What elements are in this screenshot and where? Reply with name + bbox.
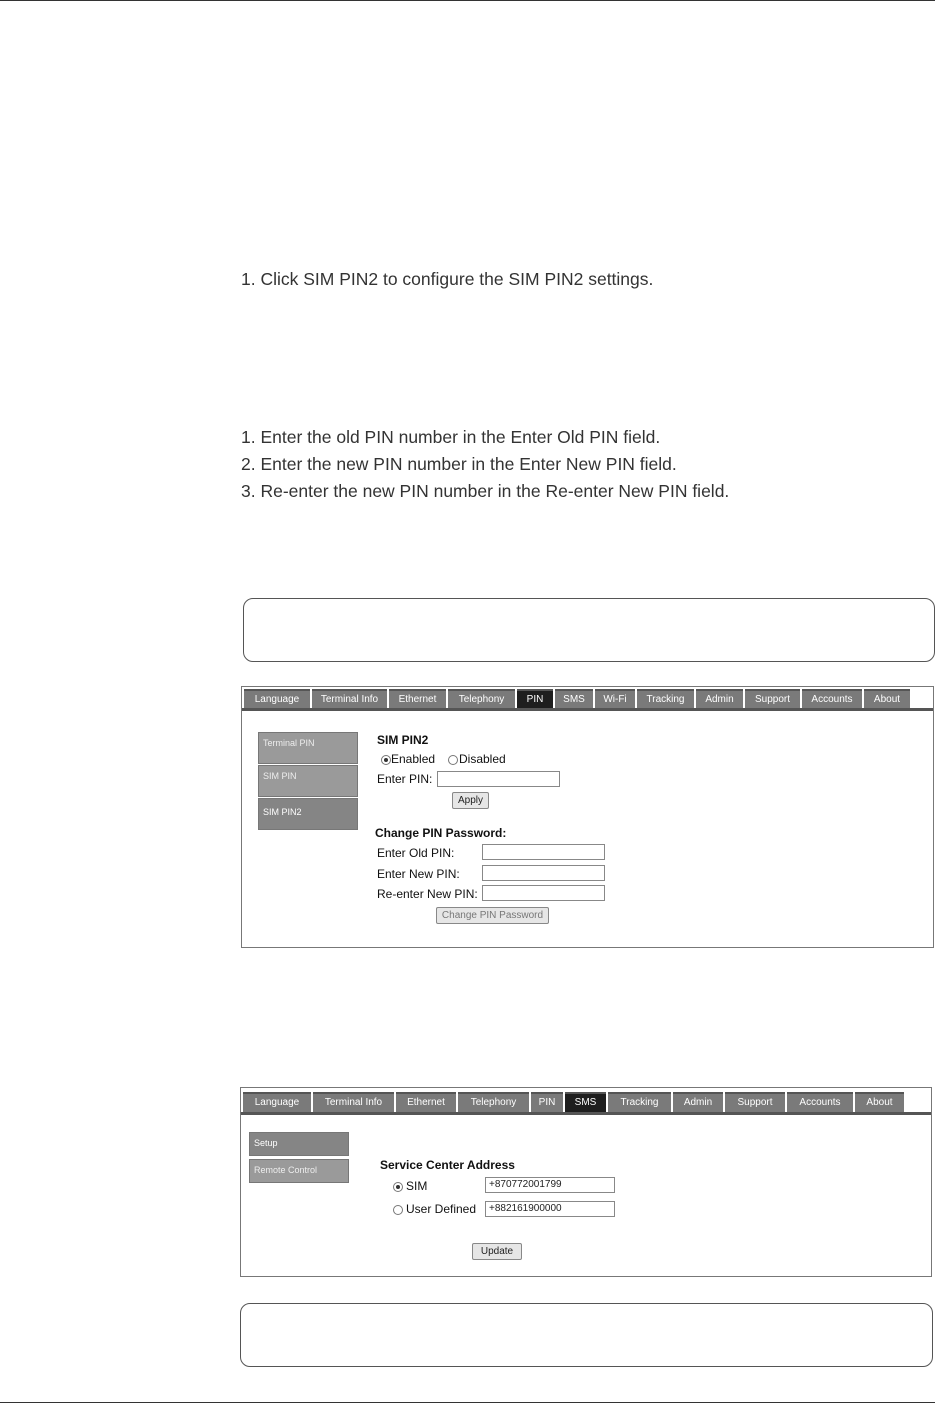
sidebar-item-sim-pin[interactable]: SIM PIN: [258, 765, 358, 797]
tab-wifi[interactable]: Wi-Fi: [595, 689, 635, 709]
old-pin-label: Enter Old PIN:: [377, 846, 455, 860]
tab-admin[interactable]: Admin: [696, 689, 743, 709]
tab-pin[interactable]: PIN: [531, 1092, 563, 1112]
radio-sim-label: SIM: [406, 1179, 428, 1193]
bottom-rule: [0, 1402, 935, 1403]
service-center-title: Service Center Address: [380, 1158, 515, 1172]
enter-pin-field[interactable]: [437, 771, 560, 787]
tab-tracking[interactable]: Tracking: [637, 689, 694, 709]
tab-sms[interactable]: SMS: [555, 689, 593, 709]
tab-telephony[interactable]: Telephony: [458, 1092, 529, 1112]
tab-ethernet[interactable]: Ethernet: [389, 689, 446, 709]
tab-language[interactable]: Language: [244, 689, 310, 709]
change-pin-title: Change PIN Password:: [375, 826, 507, 840]
step-b-1: 1. Enter the old PIN number in the Enter Old PIN field.: [241, 427, 661, 447]
tab-underline: [242, 708, 933, 711]
tab-bar: [242, 689, 933, 709]
tab-tracking[interactable]: Tracking: [608, 1092, 671, 1112]
sim-number-field[interactable]: +870772001799: [485, 1177, 615, 1193]
sidebar-item-sim-pin2[interactable]: SIM PIN2: [258, 798, 358, 830]
tab-bar-sms: [241, 1092, 931, 1112]
old-pin-field[interactable]: [482, 844, 605, 860]
radio-enabled[interactable]: [381, 755, 391, 765]
radio-user-defined-label: User Defined: [406, 1202, 477, 1216]
apply-button[interactable]: Apply: [452, 792, 489, 809]
note-box-2: [240, 1303, 933, 1367]
tab-sms[interactable]: SMS: [565, 1092, 606, 1112]
update-button[interactable]: Update: [472, 1243, 522, 1260]
note-box-1: [243, 598, 935, 662]
step-a-1: 1. Click SIM PIN2 to configure the SIM PIN2 settings.: [241, 269, 654, 289]
tab-about[interactable]: About: [855, 1092, 904, 1112]
tab-support[interactable]: Support: [725, 1092, 785, 1112]
tab-accounts[interactable]: Accounts: [802, 689, 862, 709]
tab-support[interactable]: Support: [745, 689, 800, 709]
user-defined-number-field[interactable]: +882161900000: [485, 1201, 615, 1217]
tab-terminal-info[interactable]: Terminal Info: [313, 1092, 394, 1112]
step-b-3: 3. Re-enter the new PIN number in the Re-enter New PIN field.: [241, 481, 730, 501]
sidebar-item-setup[interactable]: Setup: [249, 1132, 349, 1156]
tab-language[interactable]: Language: [243, 1092, 311, 1112]
tab-ethernet[interactable]: Ethernet: [396, 1092, 456, 1112]
reenter-pin-field[interactable]: [482, 885, 605, 901]
radio-disabled-label: Disabled: [459, 752, 506, 766]
enter-pin-label: Enter PIN:: [377, 772, 433, 786]
tab-pin[interactable]: PIN: [517, 689, 553, 709]
radio-sim[interactable]: [393, 1182, 403, 1192]
step-b-2: 2. Enter the new PIN number in the Enter New PIN field.: [241, 454, 677, 474]
radio-user-defined[interactable]: [393, 1205, 403, 1215]
tab-telephony[interactable]: Telephony: [448, 689, 515, 709]
tab-terminal-info[interactable]: Terminal Info: [312, 689, 387, 709]
screenshot-sms-setup: [240, 1087, 932, 1277]
reenter-pin-label: Re-enter New PIN:: [377, 887, 478, 901]
screenshot-sim-pin2: [241, 686, 934, 948]
section-title: SIM PIN2: [377, 733, 429, 747]
new-pin-label: Enter New PIN:: [377, 867, 460, 881]
tab-about[interactable]: About: [864, 689, 910, 709]
tab-underline-sms: [241, 1112, 931, 1115]
radio-disabled[interactable]: [448, 755, 458, 765]
tab-accounts[interactable]: Accounts: [787, 1092, 853, 1112]
top-rule: [0, 0, 935, 1]
sidebar-item-remote-control[interactable]: Remote Control: [249, 1159, 349, 1183]
new-pin-field[interactable]: [482, 865, 605, 881]
tab-admin[interactable]: Admin: [673, 1092, 723, 1112]
sidebar-item-terminal-pin[interactable]: Terminal PIN: [258, 732, 358, 764]
change-pin-button[interactable]: Change PIN Password: [436, 907, 549, 924]
radio-enabled-label: Enabled: [391, 752, 436, 766]
